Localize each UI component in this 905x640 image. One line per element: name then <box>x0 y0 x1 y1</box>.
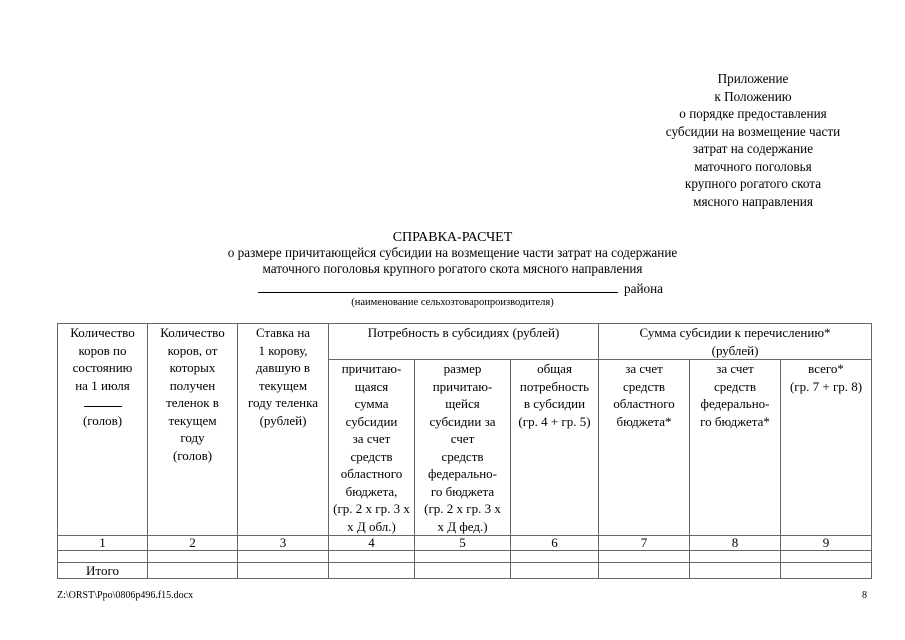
subtitle-line: о размере причитающейся субсидии на возмещение части затрат на содержание <box>227 245 678 260</box>
data-cell[interactable] <box>58 551 148 563</box>
total-cell[interactable] <box>329 563 415 579</box>
data-cell[interactable] <box>599 551 690 563</box>
total-cell[interactable] <box>415 563 511 579</box>
column-number: 9 <box>781 536 872 551</box>
column-number: 2 <box>148 536 238 551</box>
column-number: 3 <box>238 536 329 551</box>
appendix-line: маточного поголовья <box>694 158 812 174</box>
page-number: 8 <box>862 590 867 601</box>
data-cell[interactable] <box>238 551 329 563</box>
header-regional-due: причитаю- щаяся сумма субсидии за счет средств областного бюджета, (гр. 2 х гр. 3 х х Д обл.) <box>329 360 415 536</box>
header-federal-transfer: за счет средств федерально- го бюджета* <box>690 360 781 536</box>
header-cows-calves: Количество коров, от которых получен теленок в текущем году (голов) <box>148 324 238 536</box>
total-cell[interactable] <box>511 563 599 579</box>
header-subsidy-need: Потребность в субсидиях (рублей) <box>329 324 599 360</box>
total-cell[interactable] <box>148 563 238 579</box>
appendix-header <box>648 70 858 210</box>
column-number-row <box>58 536 872 551</box>
data-row <box>58 551 872 563</box>
document-subtitle <box>0 245 905 277</box>
data-cell[interactable] <box>690 551 781 563</box>
column-number: 4 <box>329 536 415 551</box>
appendix-line: о порядке предоставления <box>679 106 827 121</box>
header-row <box>58 324 872 360</box>
subtitle-line: маточного поголовья крупного рогатого скота мясного направления <box>262 261 643 276</box>
column-number: 1 <box>58 536 148 551</box>
appendix-line: субсидии на возмещение части <box>665 123 841 139</box>
appendix-line: мясного направления <box>693 193 813 209</box>
district-label: района <box>624 281 664 296</box>
district-field <box>258 280 663 297</box>
appendix-line: Приложение <box>717 71 789 86</box>
calculation-table <box>57 323 872 579</box>
column-number: 6 <box>511 536 599 551</box>
header-regional-transfer: за счет средств областного бюджета* <box>599 360 690 536</box>
total-cell[interactable] <box>599 563 690 579</box>
column-number: 7 <box>599 536 690 551</box>
header-cows-count: Количество коров по состоянию на 1 июля (голов) <box>58 324 148 536</box>
header-subsidy-transfer: Сумма субсидии к перечислению* (рублей) <box>599 324 872 360</box>
document-title: СПРАВКА-РАСЧЕТ <box>392 230 513 245</box>
total-cell[interactable] <box>781 563 872 579</box>
header-federal-due: размер причитаю- щейся субсидии за счет средств федерально- го бюджета (гр. 2 х гр. 3 х х Д фед.) <box>415 360 511 536</box>
year-blank-line <box>84 395 122 407</box>
data-cell[interactable] <box>148 551 238 563</box>
data-cell[interactable] <box>511 551 599 563</box>
appendix-line: к Положению <box>714 88 792 104</box>
total-cell[interactable] <box>690 563 781 579</box>
producer-note: (наименование сельхозтоваропроизводителя) <box>351 297 554 308</box>
header-total-transfer: всего* (гр. 7 + гр. 8) <box>781 360 872 536</box>
header-total-need: общая потребность в субсидии (гр. 4 + гр. 5) <box>511 360 599 536</box>
appendix-line: крупного рогатого скота <box>684 176 822 191</box>
data-cell[interactable] <box>781 551 872 563</box>
total-cell[interactable] <box>238 563 329 579</box>
column-number: 8 <box>690 536 781 551</box>
data-cell[interactable] <box>329 551 415 563</box>
total-label: Итого <box>58 563 148 579</box>
data-cell[interactable] <box>415 551 511 563</box>
footer-file-path: Z:\ORST\Ppo\0806p496.f15.docx <box>57 590 194 601</box>
producer-blank-line <box>258 280 618 293</box>
column-number: 5 <box>415 536 511 551</box>
total-row <box>58 563 872 579</box>
appendix-line: затрат на содержание <box>692 141 814 156</box>
header-rate: Ставка на 1 корову, давшую в текущем году теленка (рублей) <box>238 324 329 536</box>
